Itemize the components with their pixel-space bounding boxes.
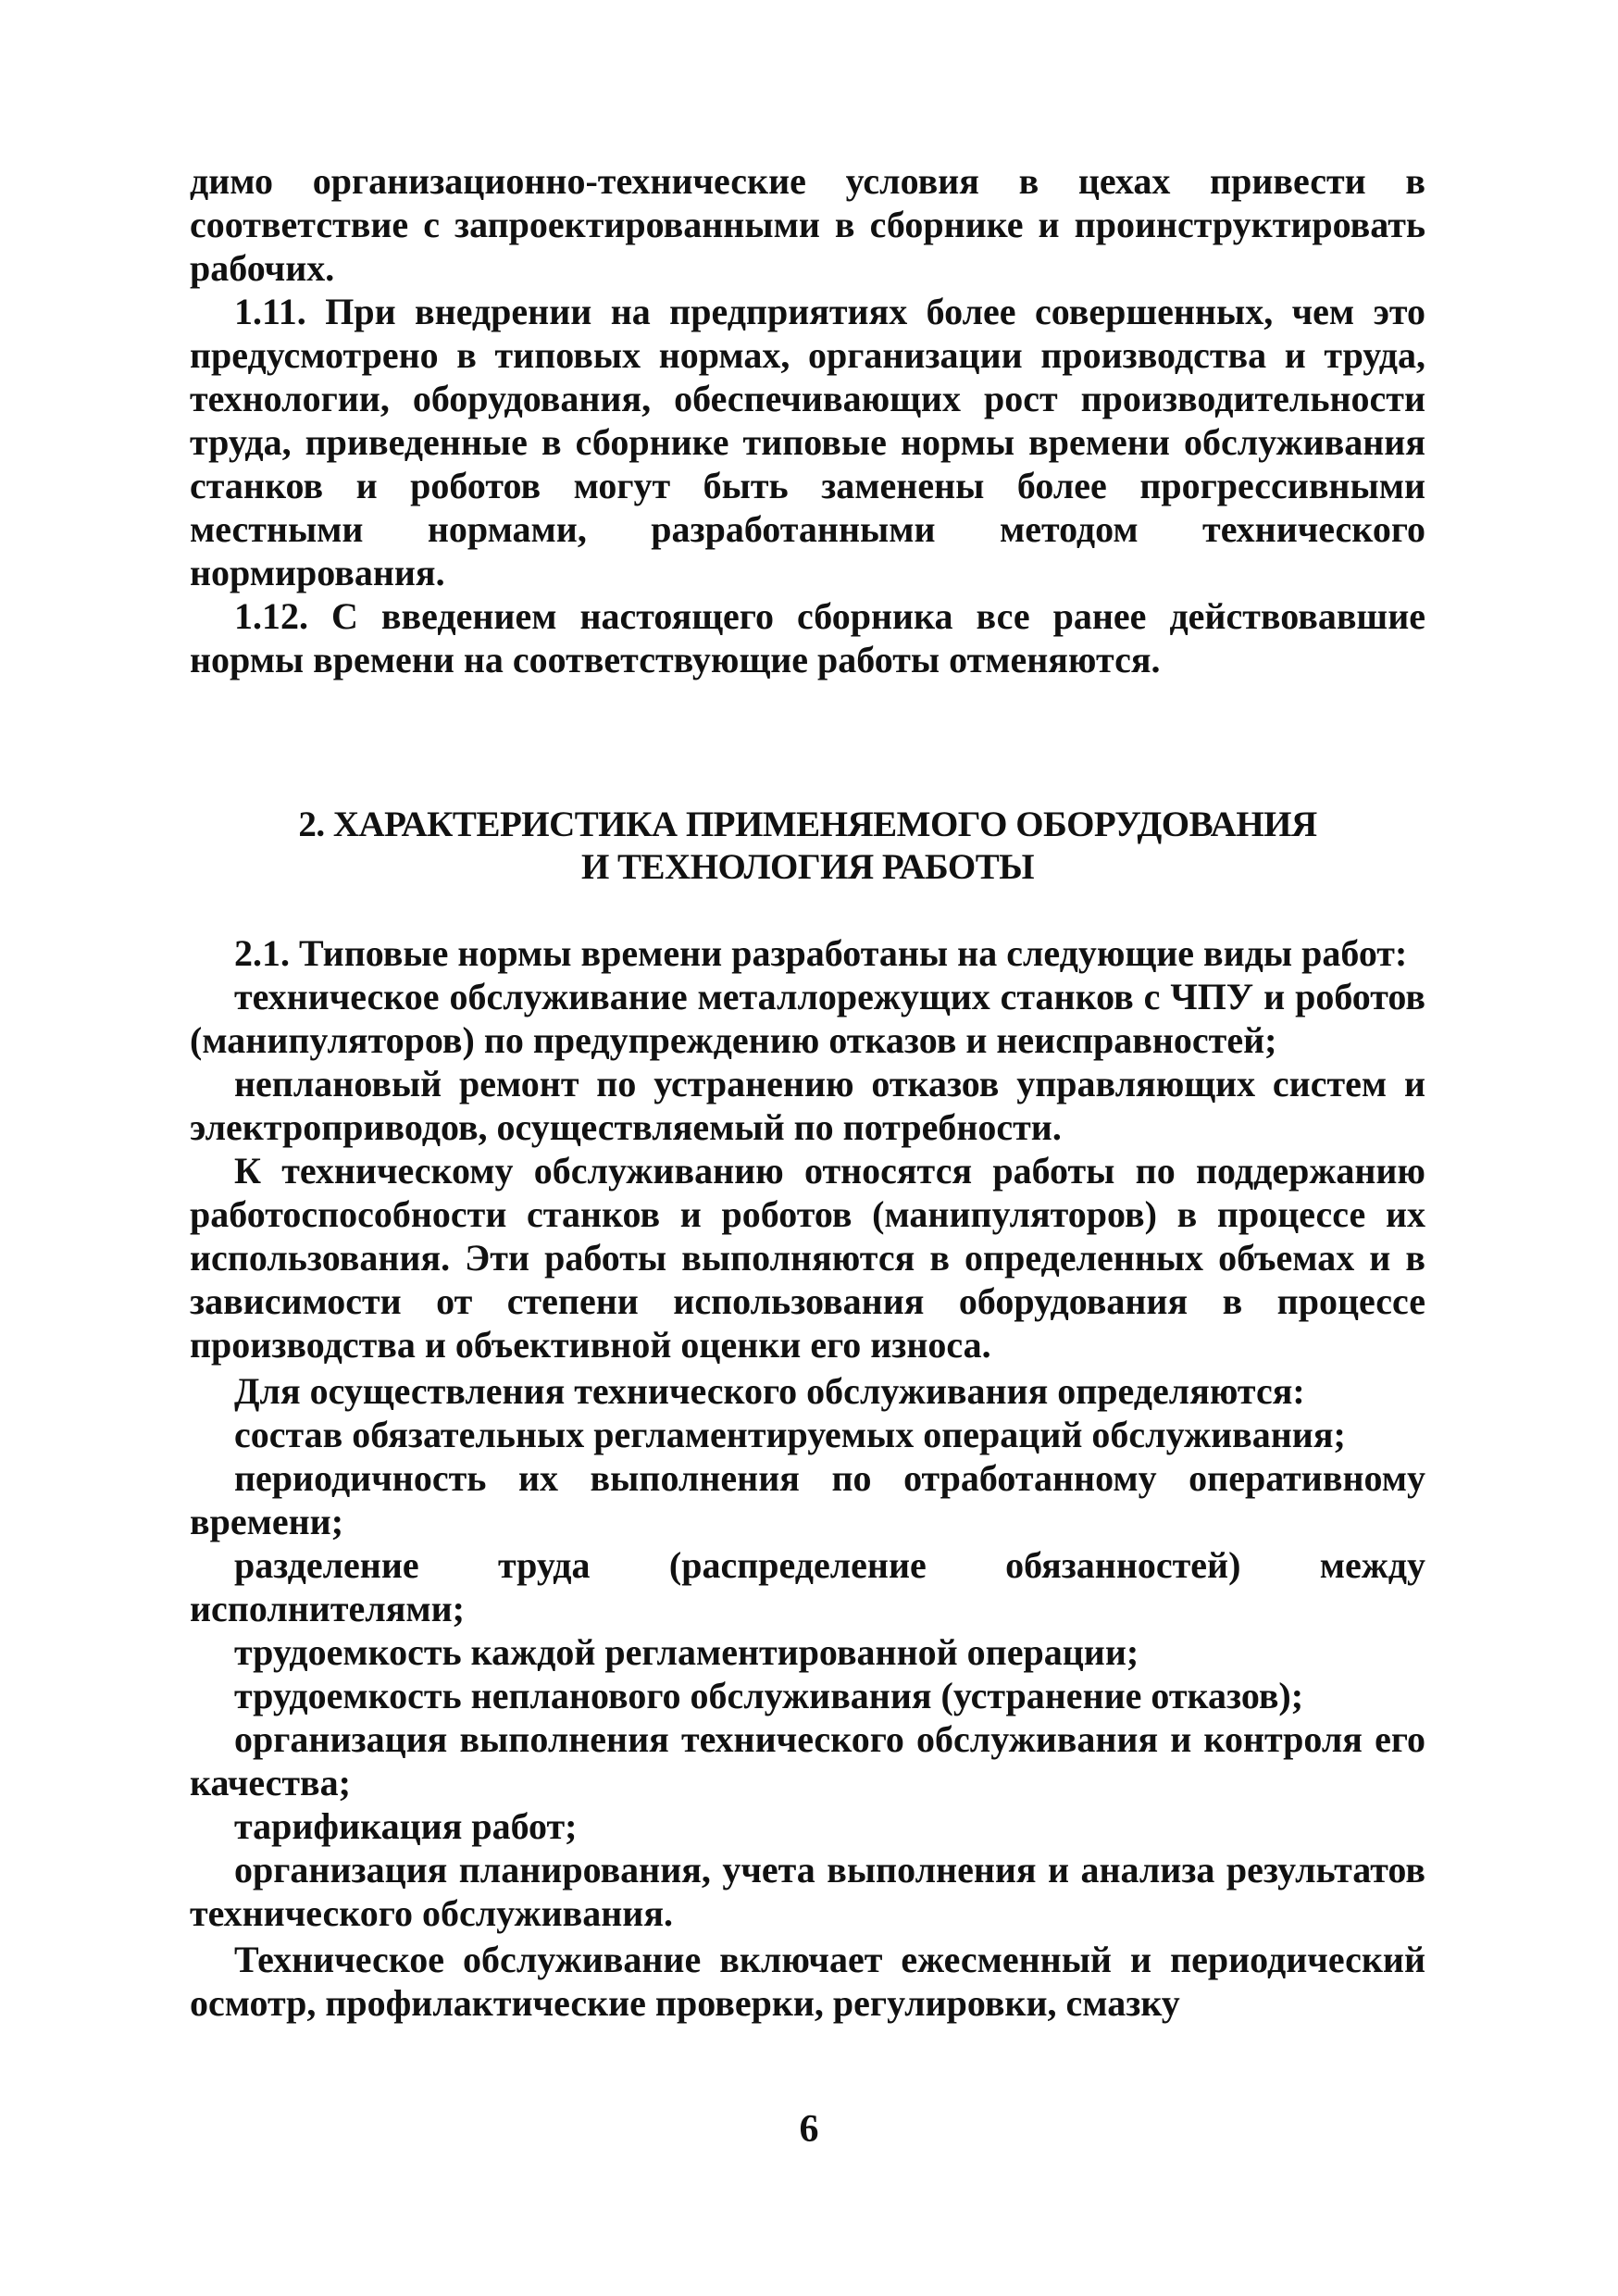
paragraph-maintenance: техническое обслуживание металлорежущих станков с ЧПУ и роботов (манипуляторов) по предупреждению отказов и неисправностей;: [190, 976, 1425, 1061]
list-item: состав обязательных регламентируемых операций обслуживания;: [234, 1414, 1346, 1455]
list-item: трудоемкость каждой регламентированной операции;: [234, 1631, 1139, 1673]
section-heading-line-1: 2. ХАРАКТЕРИСТИКА ПРИМЕНЯЕМОГО ОБОРУДОВАНИЯ: [298, 805, 1317, 844]
paragraph-unplanned-repair: неплановый ремонт по устранению отказов управляющих систем и электроприводов, осуществляемый по потребности.: [190, 1063, 1425, 1148]
paragraph-continuation: димо организационно-технические условия в цехах привести в соответствие с запроектированными в сборнике и проинструктировать рабочих.: [190, 160, 1425, 289]
paragraph-1-11: 1.11. При внедрении на предприятиях более совершенных, чем это предусмотрено в типовых нормах, организации производства и труда, технологии, оборудования, обеспечивающих рост производительности труда, приведенные в сборнике типовые нормы времени обслуживания станков и роботов могут быть заменены более прогрессивными местными нормами, разработанными методом технического нормирования.: [190, 291, 1425, 593]
section-heading: [190, 804, 1425, 889]
paragraph-maintenance-definition: К техническому обслуживанию относятся работы по поддержанию работоспособности станков и роботов (манипуляторов) в процессе их использования. Эти работы выполняются в определенных объемах и в зависимости от степени использования оборудования в процессе производства и объективной оценки его износа.: [190, 1150, 1425, 1366]
paragraph-includes: Техническое обслуживание включает ежесменный и периодический осмотр, профилактические проверки, регулировки, смазку: [190, 1939, 1425, 2024]
section-heading-line-2: И ТЕХНОЛОГИЯ РАБОТЫ: [580, 847, 1035, 887]
paragraph-1-12: 1.12. С введением настоящего сборника все ранее действовавшие нормы времени на соответствующие работы отменяются.: [190, 595, 1425, 680]
list-item: тарификация работ;: [234, 1805, 578, 1847]
page-number: 6: [799, 2108, 819, 2151]
list-item: разделение труда (распределение обязанностей) между исполнителями;: [190, 1544, 1425, 1629]
document-page: [190, 159, 1425, 2025]
list-item: периодичность их выполнения по отработанному оперативному времени;: [190, 1457, 1425, 1542]
list-item: организация планирования, учета выполнения и анализа результатов технического обслуживания.: [190, 1849, 1425, 1934]
paragraph-determined: Для осуществления технического обслуживания определяются:: [234, 1370, 1305, 1412]
body-text-bottom: [190, 931, 1425, 2025]
body-text-top: [190, 159, 1425, 681]
list-item: трудоемкость непланового обслуживания (устранение отказов);: [234, 1675, 1304, 1716]
list-item: организация выполнения технического обслуживания и контроля его качества;: [190, 1718, 1425, 1803]
paragraph-2-1: 2.1. Типовые нормы времени разработаны на следующие виды работ:: [234, 932, 1408, 974]
